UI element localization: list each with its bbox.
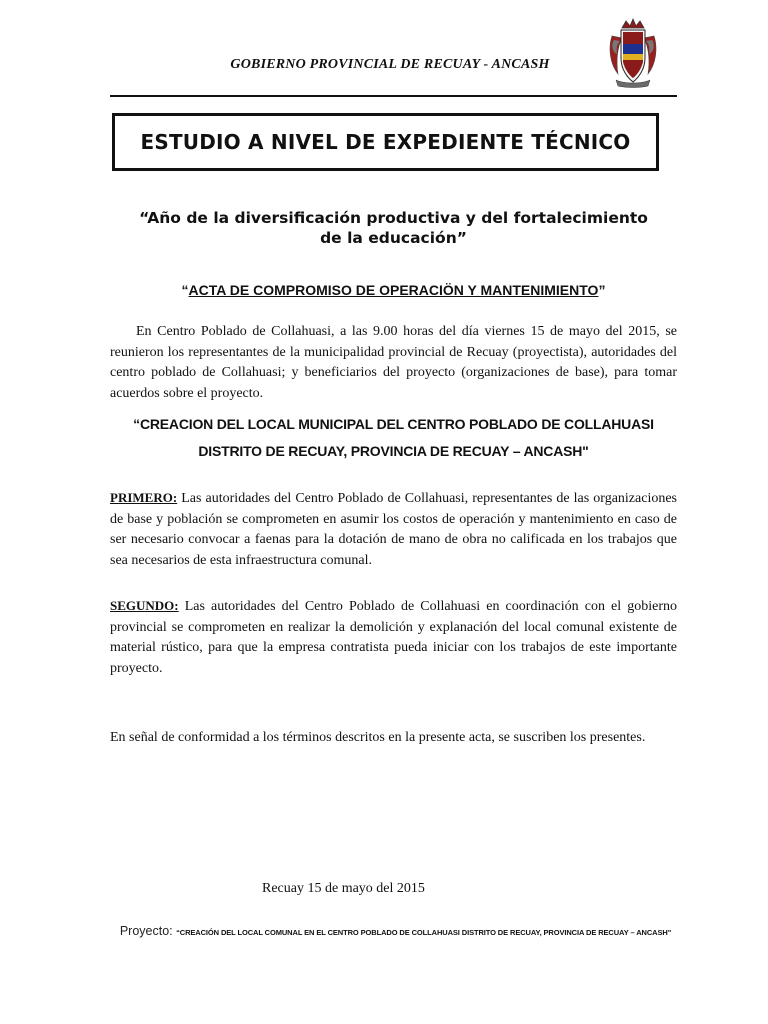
footer-project-text: “CREACIÓN DEL LOCAL COMUNAL EN EL CENTRO POBLADO DE COLLAHUASI DISTRITO DE RECUAY, PROVINCIA DE RECUAY – ANCASH" (176, 928, 672, 937)
header-divider (110, 95, 677, 97)
intro-paragraph: En Centro Poblado de Collahuasi, a las 9.00 horas del día viernes 15 de mayo del 2015, se reunieron los representantes de la municipalidad provincial de Recuay (proyectista), autoridades del centro poblado de Collahuasi; y beneficiarios del proyecto (organizaciones de base), para tomar acuerdos sobre el proyecto. (110, 324, 677, 401)
year-motto-line-1: “Año de la diversificación productiva y del fortalecimiento (139, 209, 648, 227)
closing-paragraph: En señal de conformidad a los términos descritos en la presente acta, se suscriben los presentes. (110, 730, 646, 745)
project-title-line-2: DISTRITO DE RECUAY, PROVINCIA DE RECUAY – ANCASH" (198, 443, 589, 459)
acta-close-quote: ” (598, 282, 606, 298)
page-footer (108, 922, 683, 942)
footer-label: Proyecto: (119, 924, 177, 938)
clause-segundo-label: SEGUNDO: (110, 598, 179, 613)
clause-segundo-text: Las autoridades del Centro Poblado de Collahuasi en coordinación con el gobierno provincial se comprometen en realizar la demolición y explanación del local comunal existente de material rústico, para que la empresa contratista pueda iniciar con los trabajos de este importante proyecto. (110, 599, 677, 676)
clause-segundo (110, 596, 677, 679)
document-title-box (112, 113, 659, 171)
clause-primero-text: Las autoridades del Centro Poblado de Collahuasi, representantes de las organizaciones de base y población se comprometen en asumir los costos de operación y mantenimiento en caso de ser necesario convocar a faenas para la dotación de mano de obra no calificada en los trabajos que sea necesarios de esta infraestructura comunal. (110, 491, 677, 568)
year-motto (110, 208, 677, 248)
acta-heading (110, 282, 677, 298)
acta-heading-text: ACTA DE COMPROMISO DE OPERACIÖN Y MANTENIMIENTO (188, 282, 599, 298)
header-title: GOBIERNO PROVINCIAL DE RECUAY - ANCASH (230, 57, 550, 72)
signing-date: Recuay 15 de mayo del 2015 (262, 881, 425, 896)
project-title-line-1: “CREACION DEL LOCAL MUNICIPAL DEL CENTRO POBLADO DE COLLAHUASI (133, 416, 654, 432)
acta-open-quote: “ (181, 282, 189, 298)
clause-primero-label: PRIMERO: (110, 490, 178, 505)
clause-primero (110, 488, 677, 571)
document-title: ESTUDIO A NIVEL DE EXPEDIENTE TÉCNICO (140, 130, 631, 154)
coat-of-arms-icon (608, 18, 658, 88)
year-motto-line-2: de la educación” (320, 229, 467, 247)
